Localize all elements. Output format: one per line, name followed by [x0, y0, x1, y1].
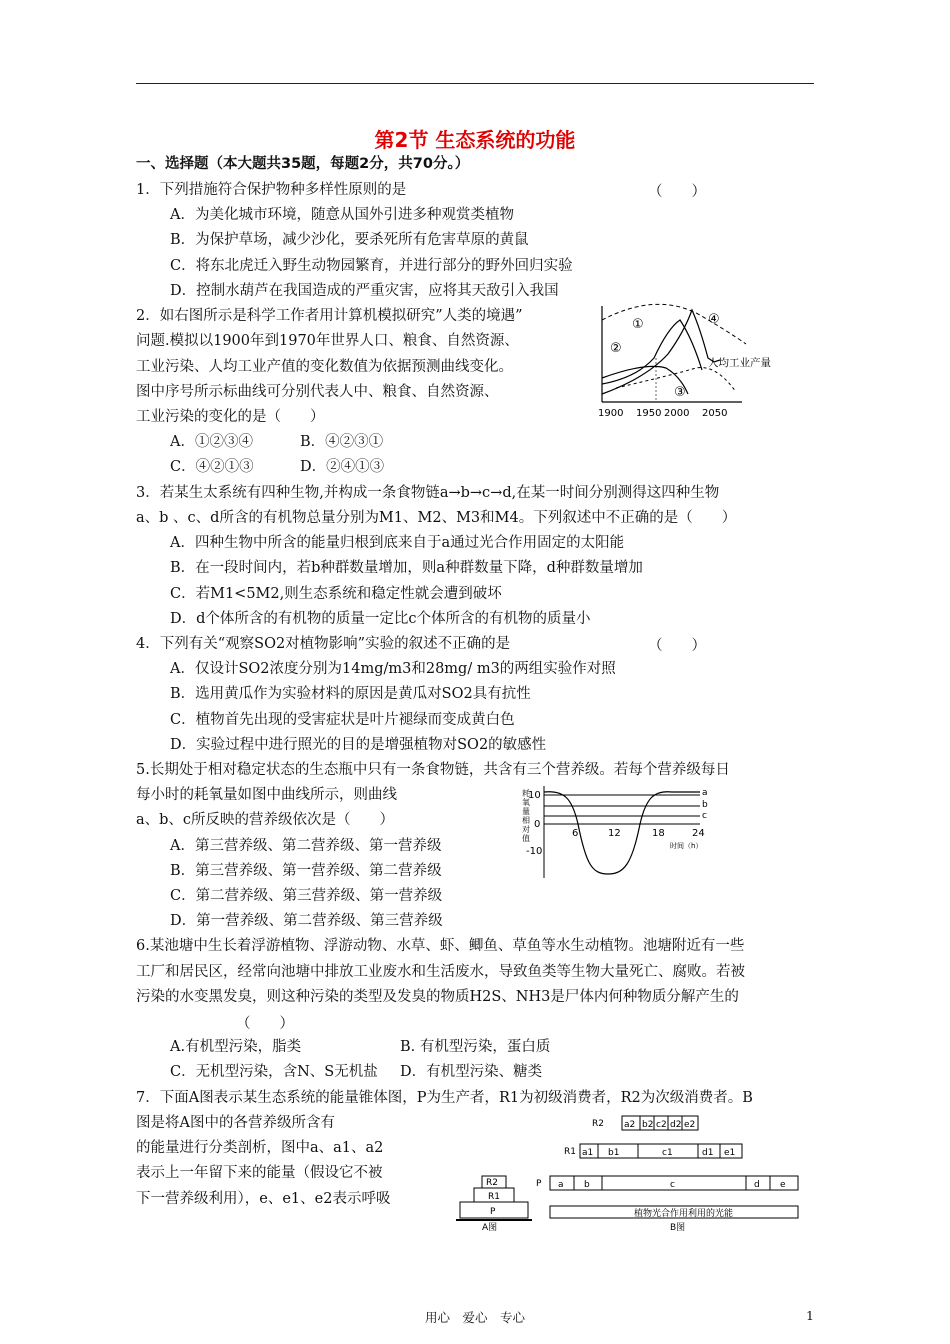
y-tick: -10: [526, 846, 543, 857]
x-tick: 2000: [664, 408, 690, 419]
question-stem-line: 污染的水变黑发臭，则这种污染的类型及发臭的物质H2S、NH3是尸体内何种物质分解产生的: [136, 989, 739, 1005]
page-footer: 用心 爱心 专心: [424, 1310, 525, 1325]
question-stem-line: 7．下面A图表示某生态系统的能量锥体图，P为生产者，R1为初级消费者，R2为次级消费者。B: [136, 1090, 753, 1106]
question-stem-line: 图是将A图中的各营养级所含有: [136, 1115, 335, 1131]
cell-b1: b1: [608, 1148, 620, 1158]
question-stem-line: 6.某池塘中生长着浮游植物、浮游动物、水草、虾、鲫鱼、草鱼等水生动植物。池塘附近有一些: [136, 938, 745, 954]
answer-paren: （ ）: [648, 638, 706, 654]
curve-label-a: a: [702, 788, 708, 798]
answer-paren: （ ）: [648, 184, 706, 200]
answer-paren: （ ）: [236, 1016, 294, 1032]
question-stem-line: 下一营养级利用），e、e1、e2表示呼吸: [136, 1191, 391, 1207]
option-a: A．第三营养级、第二营养级、第一营养级: [170, 838, 442, 854]
option-c: C．植物首先出现的受害症状是叶片褪绿而变成黄白色: [170, 712, 515, 728]
question-stem-line: 工业污染的变化的是（ ）: [136, 409, 325, 425]
level-r1: R1: [488, 1192, 500, 1202]
cell-b: b: [584, 1180, 590, 1190]
question-stem-line: a、b 、c、d所含的有机物总量分别为M1、M2、M3和M4。下列叙述中不正确的是（ ）: [136, 510, 737, 526]
cell-d2: d2: [670, 1120, 682, 1130]
cell-c2: c2: [656, 1120, 667, 1130]
option-d: D．控制水葫芦在我国造成的严重灾害，应将其天敌引入我国: [170, 283, 559, 299]
y-label-char: 量: [522, 807, 530, 816]
y-label-char: 耗: [522, 789, 530, 798]
question-stem: 1．下列措施符合保护物种多样性原则的是: [136, 182, 407, 198]
y-label-char: 值: [522, 834, 530, 843]
y-tick: 0: [534, 819, 541, 830]
marker-4: ④: [708, 312, 720, 327]
option-b: B．在一段时间内，若b种群数量增加，则a种群数量下降，d种群数量增加: [170, 560, 643, 576]
option-d: D．实验过程中进行照光的目的是增强植物对SO2的敏感性: [170, 737, 547, 753]
cell-c: c: [670, 1180, 675, 1190]
x-axis-label: 时间（h）: [670, 842, 703, 850]
x-tick: 18: [652, 828, 665, 839]
option-c: C．④②①③: [170, 459, 254, 475]
x-tick: 1900: [598, 408, 624, 419]
option-d: D．d个体所含的有机物的质量一定比c个体所含的有机物的质量小: [170, 611, 591, 627]
question-stem-line: 2．如右图所示是科学工作者用计算机模拟研究”人类的境遇”: [136, 308, 523, 324]
x-tick: 12: [608, 828, 621, 839]
population-projection-figure: [596, 298, 771, 424]
question-stem-line: 每小时的耗氧量如图中曲线所示，则曲线: [136, 787, 397, 803]
option-c: C．将东北虎迁入野生动物园繁育，并进行部分的野外回归实验: [170, 258, 573, 274]
option-a: A.有机型污染，脂类: [170, 1039, 302, 1055]
section-heading: 一、选择题（本大题共35题，每题2分，共70分。）: [136, 156, 470, 172]
cell-e2: e2: [684, 1120, 696, 1130]
x-tick: 6: [572, 828, 579, 839]
question-stem-line: a、b、c所反映的营养级依次是（ ）: [136, 812, 395, 828]
cell-c1: c1: [662, 1148, 673, 1158]
row-label-p: P: [536, 1179, 542, 1189]
row-label-r1: R1: [564, 1147, 576, 1157]
question-stem-line: 的能量进行分类剖析，图中a、a1、a2: [136, 1140, 384, 1156]
curve-label-b: b: [702, 800, 708, 810]
option-a: A．四种生物中所含的能量归根到底来自于a通过光合作用固定的太阳能: [170, 535, 625, 551]
question-stem-line: 问题.模拟以1900年到1970年世界人口、粮食、自然资源、: [136, 333, 519, 349]
page-number: 1: [806, 1308, 814, 1323]
option-a: A．为美化城市环境，随意从国外引进多种观赏类植物: [170, 207, 514, 223]
cell-b2: b2: [642, 1120, 654, 1130]
row-label-r2: R2: [592, 1119, 604, 1129]
cell-a2: a2: [624, 1120, 636, 1130]
question-stem-line: 图中序号所示标曲线可分别代表人中、粮食、自然资源、: [136, 384, 499, 400]
marker-3: ③: [674, 385, 686, 400]
question-stem-line: 3．若某生太系统有四种生物,并构成一条食物链a→b→c→d,在某一时间分别测得这四种生物: [136, 485, 720, 501]
curve-label-c: c: [702, 811, 707, 821]
marker-1: ①: [632, 317, 644, 332]
cell-a1: a1: [582, 1148, 594, 1158]
option-b: B．选用黄瓜作为实验材料的原因是黄瓜对SO2具有抗性: [170, 686, 531, 702]
option-d: D．第一营养级、第二营养级、第三营养级: [170, 913, 443, 929]
option-b: B．第三营养级、第一营养级、第二营养级: [170, 863, 442, 879]
y-label-char: 氧: [522, 798, 530, 807]
option-d: D．②④①③: [300, 459, 385, 475]
marker-2: ②: [610, 341, 622, 356]
question-stem: 4．下列有关“观察SO2对植物影响”实验的叙述不正确的是: [136, 636, 511, 652]
question-stem-line: 工业污染、人均工业产值的变化数值为依据预测曲线变化。: [136, 359, 513, 375]
y-label-char: 相: [522, 816, 530, 825]
x-tick: 2050: [702, 408, 728, 419]
header-rule: [136, 83, 814, 84]
caption-b: B图: [670, 1223, 686, 1233]
page-title: 第2节 生态系统的功能: [374, 128, 576, 152]
option-c: C．若M1<5M2,则生态系统和稳定性就会遭到破坏: [170, 586, 502, 602]
option-b: B．④②③①: [300, 434, 384, 450]
question-stem-line: 工厂和居民区，经常向池塘中排放工业废水和生活废水，导致鱼类等生物大量死亡、腐败。若被: [136, 964, 745, 980]
cell-e1: e1: [724, 1148, 736, 1158]
y-label-char: 对: [522, 825, 530, 834]
curve-label: 人均工业产量: [708, 357, 771, 369]
cell-a: a: [558, 1180, 564, 1190]
option-b: B．为保护草场，减少沙化，要杀死所有危害草原的黄鼠: [170, 232, 529, 248]
option-a: A．仅设计SO2浓度分别为14mg/m3和28mg/ m3的两组实验作对照: [170, 661, 616, 677]
energy-pyramid-figure: [456, 1110, 806, 1238]
cell-d: d: [754, 1180, 760, 1190]
caption-a: A图: [482, 1223, 498, 1233]
bottom-label: 植物光合作用利用的光能: [634, 1209, 734, 1219]
option-c: C．无机型污染，含N、S无机盐: [170, 1064, 378, 1080]
option-d: D．有机型污染、糖类: [400, 1064, 543, 1080]
x-tick: 24: [692, 828, 705, 839]
y-tick: 10: [528, 790, 541, 801]
option-c: C．第二营养级、第三营养级、第一营养级: [170, 888, 443, 904]
oxygen-consumption-figure: [512, 784, 712, 884]
cell-d1: d1: [702, 1148, 714, 1158]
x-tick: 1950: [636, 408, 662, 419]
level-p: P: [490, 1207, 496, 1217]
question-stem-line: 表示上一年留下来的能量（假设它不被: [136, 1165, 383, 1181]
option-a: A．①②③④: [170, 434, 253, 450]
level-r2: R2: [486, 1178, 498, 1188]
option-b: B. 有机型污染，蛋白质: [400, 1039, 551, 1055]
cell-e: e: [780, 1180, 786, 1190]
question-stem-line: 5.长期处于相对稳定状态的生态瓶中只有一条食物链，共含有三个营养级。若每个营养级每日: [136, 762, 730, 778]
